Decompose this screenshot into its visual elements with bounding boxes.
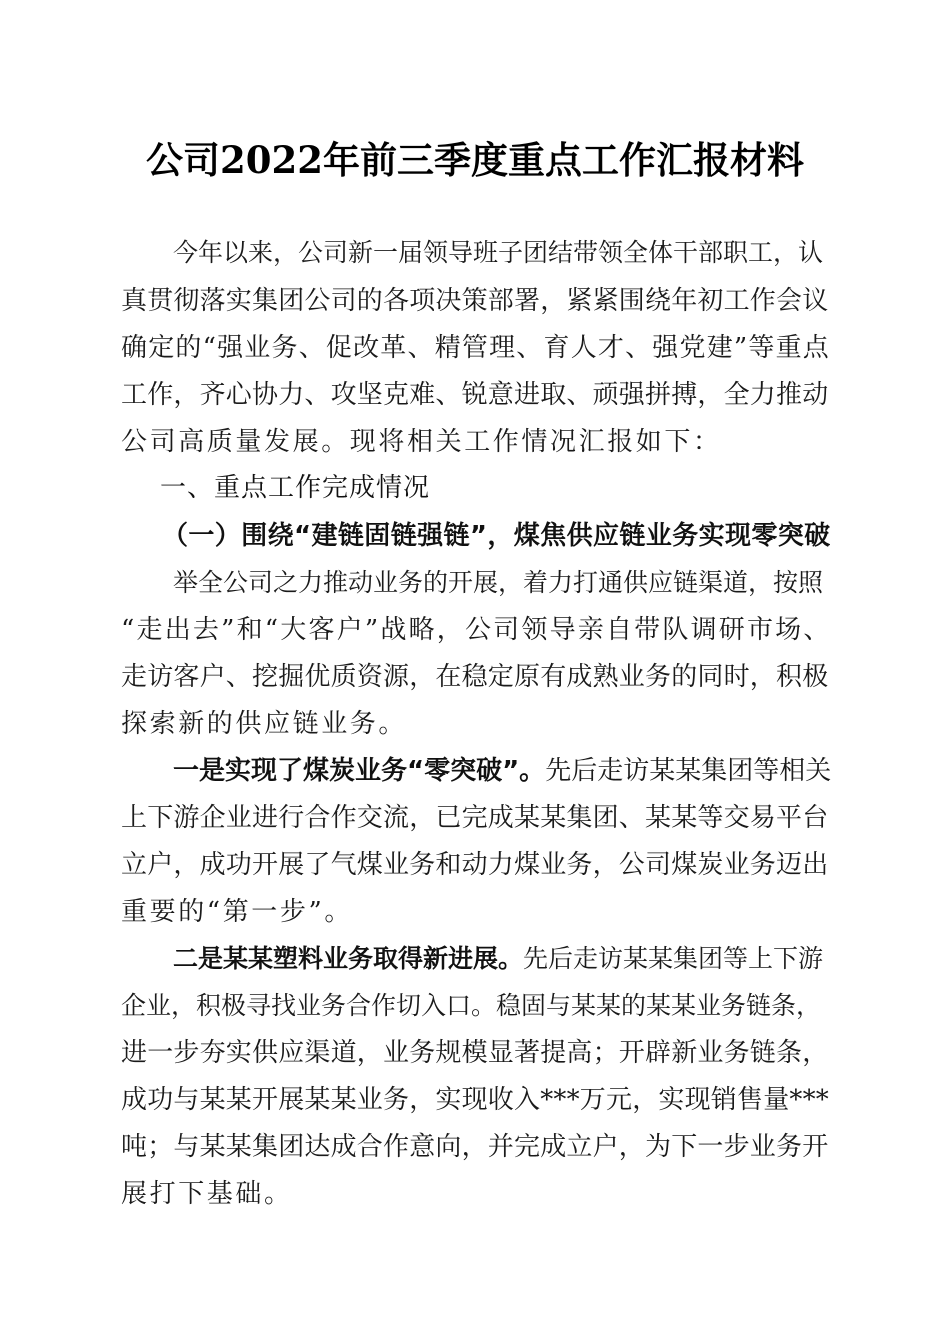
paragraph-text: 先后走访某某集团等上下游 [523,944,824,973]
document-title: 公司2022年前三季度重点工作汇报材料 [146,138,804,182]
paragraph-line: 重要的“第一步”。 [121,897,353,927]
intro-line: 工作，齐心协力、攻坚克难、锐意进取、顽强拼搏，全力推动 [121,380,829,410]
paragraph-line: 企业，积极寻找业务合作切入口。稳固与某某的某某业务链条， [121,991,822,1020]
paragraph-text: 先后走访某某集团等相关 [545,756,832,786]
subsection-heading: （一）围绕“建链固链强链”，煤焦供应链业务实现零突破 [162,521,831,551]
paragraph-first-line [173,942,823,976]
paragraph-line: 举全公司之力推动业务的开展，着力打通供应链渠道，按照 [173,568,824,597]
section-heading: 一、重点工作完成情况 [160,473,431,503]
paragraph-line: 成功与某某开展某某业务，实现收入***万元，实现销售量*** [121,1085,830,1115]
paragraph-line: 走访客户、挖掘优质资源，在稳定原有成熟业务的同时，积极 [121,662,829,692]
intro-line: 确定的“强业务、促改革、精管理、育人才、强党建”等重点 [121,333,830,363]
intro-line: 真贯彻落实集团公司的各项决策部署，紧紧围绕年初工作会议 [121,286,829,316]
intro-line: 今年以来，公司新一届领导班子团结带领全体干部职工，认 [173,238,824,267]
paragraph-first-line [173,754,831,788]
paragraph-line: 上下游企业进行合作交流，已完成某某集团、某某等交易平台 [121,803,829,833]
paragraph-lead: 二是某某塑料业务取得新进展。 [173,944,524,973]
paragraph-line: 进一步夯实供应渠道，业务规模显著提高；开辟新业务链条， [121,1038,829,1068]
paragraph-line: 吨；与某某集团达成合作意向，并完成立户，为下一步业务开 [121,1132,829,1162]
paragraph-line: 展打下基础。 [121,1179,293,1209]
paragraph-line: 探索新的供应链业务。 [121,709,408,739]
intro-line: 公司高质量发展。现将相关工作情况汇报如下： [121,427,722,457]
paragraph-lead: 一是实现了煤炭业务“零突破”。 [173,756,546,786]
paragraph-line: “走出去”和“大客户”战略，公司领导亲自带队调研市场、 [121,615,832,645]
paragraph-line: 立户，成功开展了气煤业务和动力煤业务，公司煤炭业务迈出 [121,850,829,880]
